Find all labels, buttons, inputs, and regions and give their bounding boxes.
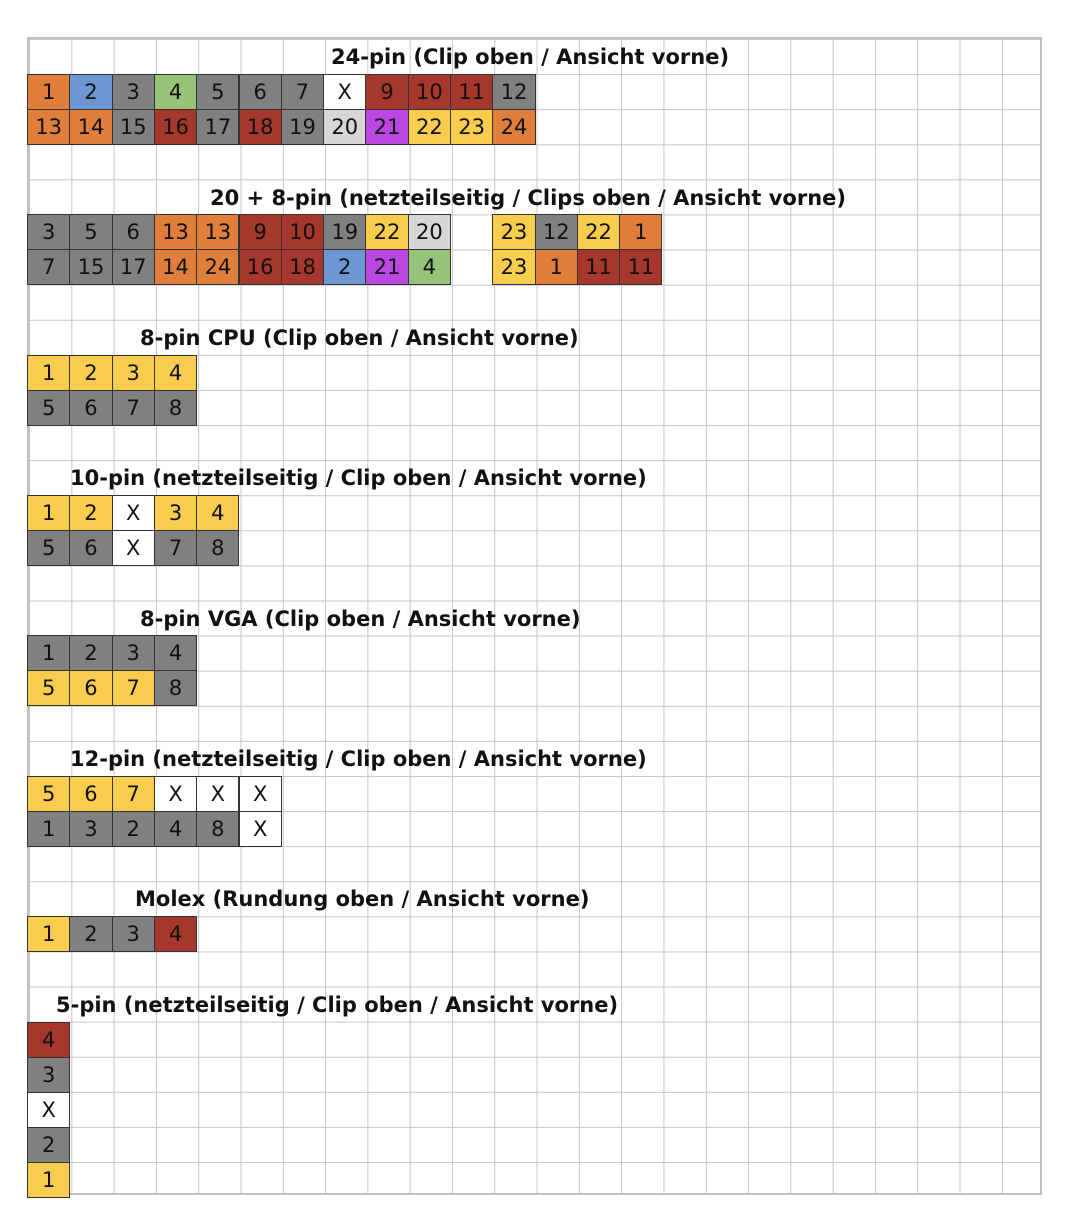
pin-cell[interactable]: 2 [69, 74, 112, 110]
section-title-8pin-vga: 8-pin VGA (Clip oben / Ansicht vorne) [140, 607, 581, 631]
pin-cell[interactable]: X [239, 811, 282, 847]
pin-cell[interactable]: 23 [450, 109, 493, 145]
pin-cell[interactable]: 6 [69, 530, 112, 566]
pin-cell[interactable]: 22 [365, 214, 408, 250]
pin-cell[interactable]: 16 [239, 249, 282, 285]
pin-cell[interactable]: 2 [69, 635, 112, 671]
pin-cell[interactable]: 13 [196, 214, 239, 250]
pin-cell[interactable]: 19 [281, 109, 324, 145]
pin-cell[interactable]: 4 [154, 811, 197, 847]
section-title-molex: Molex (Rundung oben / Ansicht vorne) [135, 887, 590, 911]
pin-cell[interactable]: 1 [27, 495, 70, 531]
pin-cell[interactable]: X [196, 776, 239, 812]
pin-cell[interactable]: 2 [69, 916, 112, 952]
pin-cell[interactable]: X [323, 74, 366, 110]
pin-cell[interactable]: 3 [112, 916, 155, 952]
pin-cell[interactable]: 23 [492, 214, 535, 250]
pin-cell[interactable]: 5 [196, 74, 239, 110]
section-title-12pin: 12-pin (netzteilseitig / Clip oben / Ansicht vorne) [70, 747, 647, 771]
pin-cell[interactable]: 1 [27, 1162, 70, 1198]
pin-cell[interactable]: 12 [492, 74, 535, 110]
pin-cell[interactable]: 21 [365, 249, 408, 285]
pin-cell[interactable]: 9 [239, 214, 282, 250]
pin-cell[interactable]: 12 [535, 214, 578, 250]
pin-cell[interactable]: 4 [27, 1022, 70, 1058]
pin-cell[interactable]: 10 [281, 214, 324, 250]
section-title-10pin: 10-pin (netzteilseitig / Clip oben / Ansicht vorne) [70, 466, 647, 490]
pin-cell[interactable]: 2 [112, 811, 155, 847]
pin-cell[interactable]: 11 [450, 74, 493, 110]
pin-cell[interactable]: 14 [154, 249, 197, 285]
pin-cell[interactable]: 2 [69, 495, 112, 531]
pin-cell[interactable]: 4 [154, 635, 197, 671]
pin-cell[interactable]: 4 [154, 916, 197, 952]
pin-cell[interactable]: 15 [69, 249, 112, 285]
pin-cell[interactable]: 22 [577, 214, 620, 250]
pin-cell[interactable]: 1 [27, 635, 70, 671]
pin-cell[interactable]: 23 [492, 249, 535, 285]
pin-cell[interactable]: X [27, 1092, 70, 1128]
pin-cell[interactable]: 3 [112, 74, 155, 110]
pin-cell[interactable]: 3 [112, 635, 155, 671]
pin-cell[interactable]: 7 [154, 530, 197, 566]
pin-cell[interactable]: 21 [365, 109, 408, 145]
pin-cell[interactable]: 4 [196, 495, 239, 531]
pin-cell[interactable]: 1 [27, 916, 70, 952]
pin-cell[interactable]: 11 [619, 249, 662, 285]
pin-cell[interactable]: 11 [577, 249, 620, 285]
pin-cell[interactable]: 17 [196, 109, 239, 145]
pin-cell[interactable]: X [112, 495, 155, 531]
pin-cell[interactable]: 15 [112, 109, 155, 145]
section-title-5pin: 5-pin (netzteilseitig / Clip oben / Ansicht vorne) [56, 993, 619, 1017]
pin-cell[interactable]: 19 [323, 214, 366, 250]
pin-cell[interactable]: 13 [154, 214, 197, 250]
pin-cell[interactable]: 7 [281, 74, 324, 110]
pin-cell[interactable]: 5 [27, 530, 70, 566]
pin-cell[interactable]: 8 [196, 530, 239, 566]
pin-cell[interactable]: 10 [408, 74, 451, 110]
pin-cell[interactable]: 4 [154, 74, 197, 110]
pin-cell[interactable]: X [112, 530, 155, 566]
pin-cell[interactable]: 7 [112, 670, 155, 706]
pin-cell[interactable]: 4 [408, 249, 451, 285]
pin-cell[interactable]: 3 [27, 214, 70, 250]
pin-cell[interactable]: 13 [27, 109, 70, 145]
pin-cell[interactable]: 8 [154, 670, 197, 706]
pin-cell[interactable]: 5 [69, 214, 112, 250]
pin-cell[interactable]: 24 [492, 109, 535, 145]
pin-cell[interactable]: 6 [69, 390, 112, 426]
pin-cell[interactable]: 22 [408, 109, 451, 145]
pin-cell[interactable]: 2 [323, 249, 366, 285]
pin-cell[interactable]: 18 [281, 249, 324, 285]
pin-cell[interactable]: 7 [112, 390, 155, 426]
pin-cell[interactable]: 20 [408, 214, 451, 250]
pin-cell[interactable]: 18 [239, 109, 282, 145]
pin-cell[interactable]: 1 [535, 249, 578, 285]
pin-cell[interactable]: X [239, 776, 282, 812]
pin-cell[interactable]: 7 [27, 249, 70, 285]
pin-cell[interactable]: 2 [27, 1127, 70, 1163]
pin-cell[interactable]: 5 [27, 390, 70, 426]
pin-cell[interactable]: 4 [154, 355, 197, 391]
pin-cell[interactable]: 8 [196, 811, 239, 847]
pin-cell[interactable]: 1 [27, 74, 70, 110]
pin-cell[interactable]: 3 [154, 495, 197, 531]
pin-cell[interactable]: 6 [69, 776, 112, 812]
pin-cell[interactable]: 17 [112, 249, 155, 285]
section-title-20-8pin: 20 + 8-pin (netzteilseitig / Clips oben / Ansicht vorne) [210, 186, 846, 210]
pin-cell[interactable]: 6 [69, 670, 112, 706]
section-title-24pin: 24-pin (Clip oben / Ansicht vorne) [331, 45, 730, 69]
pin-cell[interactable]: 3 [69, 811, 112, 847]
pin-cell[interactable]: 9 [365, 74, 408, 110]
pin-cell[interactable]: 6 [112, 214, 155, 250]
pin-cell[interactable]: 3 [112, 355, 155, 391]
pin-cell[interactable]: 16 [154, 109, 197, 145]
pin-cell[interactable]: 7 [112, 776, 155, 812]
pin-cell[interactable]: 1 [619, 214, 662, 250]
pin-cell[interactable]: 20 [323, 109, 366, 145]
pin-cell[interactable]: 14 [69, 109, 112, 145]
section-title-8pin-cpu: 8-pin CPU (Clip oben / Ansicht vorne) [140, 326, 579, 350]
pin-cell[interactable]: 1 [27, 355, 70, 391]
pin-cell[interactable]: 3 [27, 1057, 70, 1093]
pin-cell[interactable]: 24 [196, 249, 239, 285]
pin-cell[interactable]: X [154, 776, 197, 812]
pin-cell[interactable]: 1 [27, 811, 70, 847]
pin-cell[interactable]: 2 [69, 355, 112, 391]
pin-cell[interactable]: 6 [239, 74, 282, 110]
pin-cell[interactable]: 5 [27, 670, 70, 706]
pin-cell[interactable]: 5 [27, 776, 70, 812]
pin-cell[interactable]: 8 [154, 390, 197, 426]
